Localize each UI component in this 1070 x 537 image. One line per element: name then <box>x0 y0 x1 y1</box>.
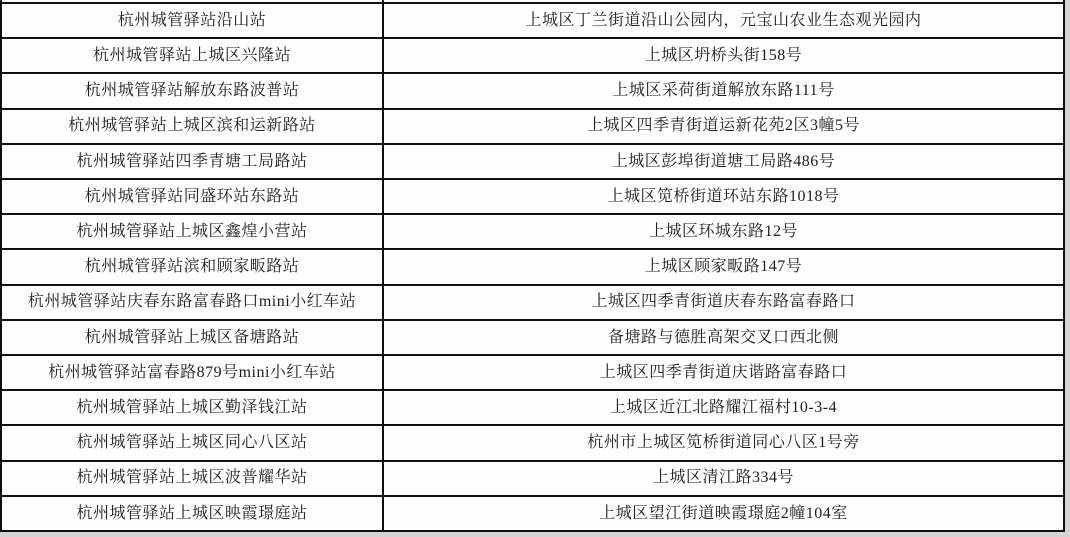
station-name-cell: 杭州城管驿站四季青塘工局路站 <box>2 145 384 178</box>
table-row <box>2 497 1063 530</box>
station-address-cell: 上城区四季青街道庆春东路富春路口 <box>591 293 856 311</box>
station-address-cell: 上城区四季青街道庆谐路富春路口 <box>599 363 848 381</box>
station-address-cell: 备塘路与德胜高架交叉口西北侧 <box>607 328 839 346</box>
station-name-cell: 杭州城管驿站富春路879号mini小红车站 <box>2 356 384 389</box>
station-address-cell: 上城区采荷街道解放东路111号 <box>612 82 835 100</box>
station-name-cell: 杭州城管驿站同盛环站东路站 <box>2 180 384 213</box>
station-address-cell: 上城区彭埠街道塘工局路486号 <box>611 152 836 170</box>
station-name-cell: 杭州城管驿站上城区同心八区站 <box>2 426 384 459</box>
station-address-cell: 上城区顾家畈路147号 <box>644 258 803 276</box>
table-row <box>2 286 1063 321</box>
table-row <box>2 321 1063 356</box>
table-row <box>2 74 1063 109</box>
table-row <box>2 39 1063 74</box>
station-name-cell: 杭州城管驿站上城区鑫煌小营站 <box>2 215 384 248</box>
station-name-cell: 杭州城管驿站上城区备塘路站 <box>2 321 384 354</box>
table-row <box>2 215 1063 250</box>
clipped-address-cell <box>384 0 1063 2</box>
station-name-cell: 杭州城管驿站庆春东路富春路口mini小红车站 <box>2 286 384 319</box>
station-address-cell: 上城区望江街道映霞璟庭2幢104室 <box>599 504 848 522</box>
station-address-cell: 上城区丁兰街道沿山公园内，元宝山农业生态观光园内 <box>525 11 922 29</box>
station-address-cell: 上城区环城东路12号 <box>648 223 798 241</box>
table-row <box>2 462 1063 497</box>
table-row <box>2 426 1063 461</box>
station-name-cell: 杭州城管驿站沿山站 <box>2 4 384 37</box>
station-name-cell: 杭州城管驿站上城区波普耀华站 <box>2 462 384 495</box>
station-name-cell: 杭州城管驿站上城区滨和运新路站 <box>2 110 384 143</box>
table-row <box>2 250 1063 285</box>
table-row <box>2 145 1063 180</box>
table-row <box>2 110 1063 145</box>
table-row <box>2 180 1063 215</box>
station-name-cell: 杭州城管驿站上城区勤泽钱江站 <box>2 391 384 424</box>
table-row <box>2 4 1063 39</box>
station-address-cell: 上城区坍桥头街158号 <box>644 47 803 64</box>
station-address-cell: 上城区近江北路耀江福村10-3-4 <box>609 399 838 417</box>
station-name-cell: 杭州城管驿站上城区映霞璟庭站 <box>2 497 384 530</box>
table-row <box>2 391 1063 426</box>
station-address-cell: 上城区四季青街道运新花苑2区3幢5号 <box>586 117 860 135</box>
station-name-cell: 杭州城管驿站滨和顾家畈路站 <box>2 250 384 283</box>
station-address-cell: 上城区清江路334号 <box>652 469 794 487</box>
station-name-cell: 杭州城管驿站解放东路波普站 <box>2 74 384 107</box>
station-address-cell: 上城区笕桥街道环站东路1018号 <box>607 187 840 205</box>
station-name-cell: 杭州城管驿站上城区兴隆站 <box>2 39 384 72</box>
station-address-cell: 杭州市上城区笕桥街道同心八区1号旁 <box>587 434 860 452</box>
table-row <box>2 356 1063 391</box>
clipped-station-cell <box>2 0 384 2</box>
